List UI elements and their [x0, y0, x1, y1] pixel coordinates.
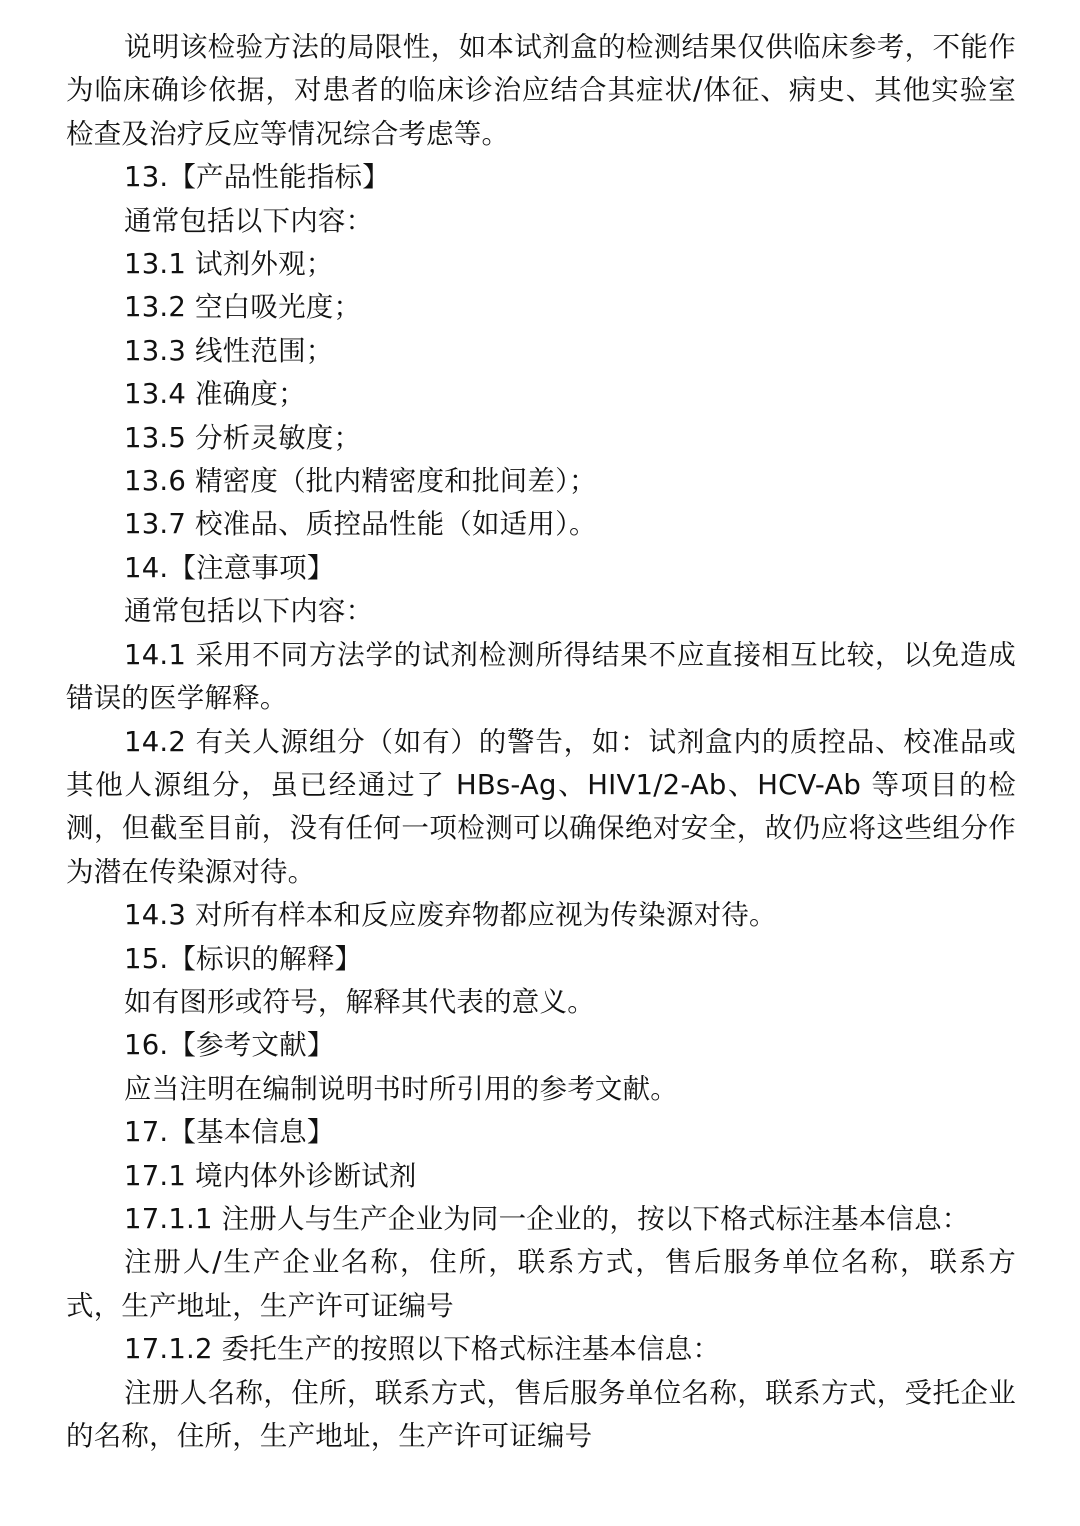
item-13-5: 13.5 分析灵敏度； — [124, 421, 362, 454]
paragraph-13-intro: 通常包括以下内容： — [124, 204, 374, 237]
item-17-1-2: 17.1.2 委托生产的按照以下格式标注基本信息： — [124, 1333, 721, 1366]
item-14-3: 14.3 对所有样本和反应废弃物都应视为传染源对待。 — [124, 899, 777, 932]
paragraph-17-1-2-format: 注册人名称，住所，联系方式，售后服务单位名称，联系方式，受托企业的名称，住所，生产地址，生产许可证编号 — [66, 1376, 1016, 1452]
document-body — [66, 26, 1016, 1458]
heading-13-performance: 13.【产品性能指标】 — [124, 161, 390, 194]
item-13-1: 13.1 试剂外观； — [124, 248, 334, 281]
heading-14-precautions: 14.【注意事项】 — [124, 551, 335, 584]
heading-15-symbols: 15.【标识的解释】 — [124, 942, 363, 975]
item-17-1: 17.1 境内体外诊断试剂 — [124, 1159, 417, 1192]
heading-17-basic-info: 17.【基本信息】 — [124, 1116, 335, 1149]
item-13-6: 13.6 精密度（批内精密度和批间差）； — [124, 465, 597, 498]
item-13-3: 13.3 线性范围； — [124, 334, 334, 367]
item-13-4: 13.4 准确度； — [124, 378, 306, 411]
paragraph-15-body: 如有图形或符号，解释其代表的意义。 — [124, 985, 595, 1018]
paragraph-limitations: 说明该检验方法的局限性，如本试剂盒的检测结果仅供临床参考，不能作为临床确诊依据，对患者的临床诊治应结合其症状/体征、病史、其他实验室检查及治疗反应等情况综合考虑等。 — [66, 31, 1016, 150]
paragraph-17-1-1-format: 注册人/生产企业名称，住所，联系方式，售后服务单位名称，联系方式，生产地址，生产许可证编号 — [66, 1246, 1016, 1322]
heading-16-references: 16.【参考文献】 — [124, 1029, 335, 1062]
item-13-7: 13.7 校准品、质控品性能（如适用）。 — [124, 508, 597, 541]
item-14-1: 14.1 采用不同方法学的试剂检测所得结果不应直接相互比较，以免造成错误的医学解释。 — [66, 638, 1016, 715]
item-13-2: 13.2 空白吸光度； — [124, 291, 362, 324]
paragraph-16-body: 应当注明在编制说明书时所引用的参考文献。 — [124, 1072, 678, 1105]
paragraph-14-intro: 通常包括以下内容： — [124, 595, 374, 628]
item-14-2: 14.2 有关人源组分（如有）的警告，如：试剂盒内的质控品、校准品或其他人源组分，虽已经通过了 HBs-Ag、HIV1/2-Ab、HCV-Ab 等项目的检测，但截至目前，没有任何一项检测可以确保绝对安全，故仍应将这些组分作为潜在传染源对待。 — [66, 725, 1016, 888]
item-17-1-1: 17.1.1 注册人与生产企业为同一企业的，按以下格式标注基本信息： — [124, 1202, 970, 1235]
